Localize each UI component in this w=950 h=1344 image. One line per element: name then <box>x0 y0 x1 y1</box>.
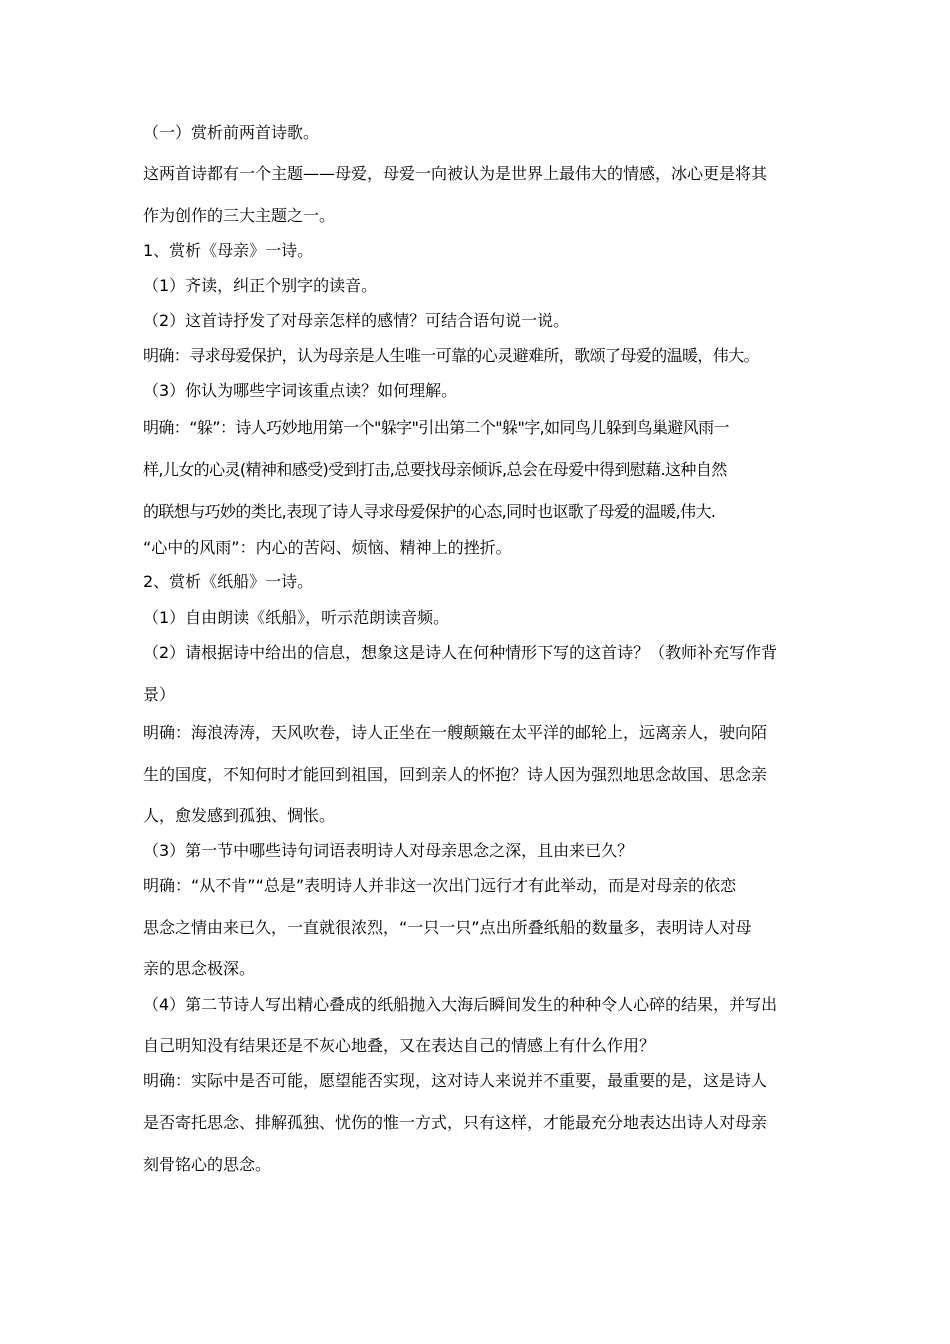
answer-line: 思念之情由来已久，一直就很浓烈，“一只一只”点出所叠纸船的数量多，表明诗人对母 <box>143 918 752 937</box>
question-line: 景） <box>143 685 176 704</box>
question-line: （1）齐读，纠正个别字的读音。 <box>143 276 378 295</box>
question-line: （3）第一节中哪些诗句词语表明诗人对母亲思念之深，且由来已久？ <box>143 841 634 860</box>
answer-line: 人，愈发感到孤独、惆怅。 <box>143 806 336 825</box>
answer-line: 样,儿女的心灵(精神和感受)受到打击,总要找母亲倾诉,总会在母爱中得到慰藉.这种自然 <box>143 460 727 479</box>
answer-line: “心中的风雨”：内心的苦闷、烦恼、精神上的挫折。 <box>143 538 512 557</box>
question-line: （3）你认为哪些字词该重点读？如何理解。 <box>143 381 458 400</box>
answer-line: 明确：寻求母爱保护，认为母亲是人生唯一可靠的心灵避难所，歌颂了母爱的温暖，伟大。 <box>143 346 760 365</box>
answer-line: 明确：实际中是否可能，愿望能否实现，这对诗人来说并不重要，最重要的是，这是诗人 <box>143 1071 768 1090</box>
answer-line: 生的国度，不知何时才能回到祖国，回到亲人的怀抱？诗人因为强烈地思念故国、思念亲 <box>143 765 768 784</box>
answer-line: 明确：“从不肯”“总是”表明诗人并非这一次出门远行才有此举动，而是对母亲的依恋 <box>143 876 737 895</box>
question-line: 自己明知没有结果还是不灰心地叠，又在表达自己的情感上有什么作用？ <box>143 1036 656 1055</box>
question-line: （2）这首诗抒发了对母亲怎样的感情？可结合语句说一说。 <box>143 311 570 330</box>
subsection-heading: 1、赏析《母亲》一诗。 <box>143 241 314 260</box>
subsection-heading: 2、赏析《纸船》一诗。 <box>143 572 314 591</box>
question-line: （4）第二节诗人写出精心叠成的纸船抛入大海后瞬间发生的种种令人心碎的结果，并写出 <box>143 995 778 1014</box>
question-line: （1）自由朗读《纸船》，听示范朗读音频。 <box>143 608 450 627</box>
paragraph-line: 作为创作的三大主题之一。 <box>143 206 336 225</box>
answer-line: 刻骨铭心的思念。 <box>143 1155 272 1174</box>
answer-line: 明确：海浪涛涛，天风吹卷，诗人正坐在一艘颠簸在太平洋的邮轮上，远离亲人，驶向陌 <box>143 723 768 742</box>
answer-line: 是否寄托思念、排解孤独、忧伤的惟一方式，只有这样，才能最充分地表达出诗人对母亲 <box>143 1113 768 1132</box>
answer-line: 的联想与巧妙的类比,表现了诗人寻求母爱保护的心态,同时也讴歌了母爱的温暖,伟大. <box>143 502 716 521</box>
answer-line: 明确：“躲”：诗人巧妙地用第一个"躲字"引出第二个"躲"字,如同鸟儿躲到鸟巢避风雨一 <box>143 418 729 437</box>
question-line: （2）请根据诗中给出的信息，想象这是诗人在何种情形下写的这首诗？（教师补充写作背 <box>143 643 778 662</box>
paragraph-line: 这两首诗都有一个主题——母爱，母爱一向被认为是世界上最伟大的情感，冰心更是将其 <box>143 164 768 183</box>
answer-line: 亲的思念极深。 <box>143 959 256 978</box>
section-heading: （一）赏析前两首诗歌。 <box>143 123 320 142</box>
